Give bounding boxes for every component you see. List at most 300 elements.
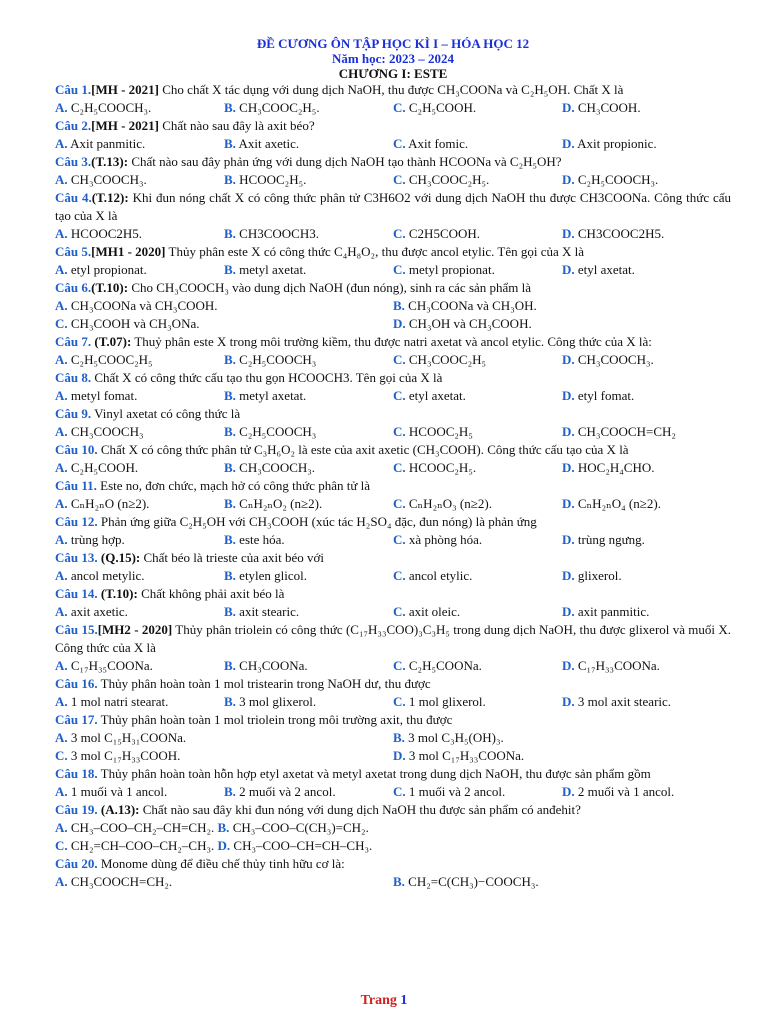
option-letter: B. bbox=[224, 172, 236, 187]
option-text: CH₃–COO–CH₂–CH=CH₂. bbox=[67, 820, 218, 835]
option-letter: A. bbox=[55, 136, 68, 151]
answer-option[interactable] bbox=[393, 171, 562, 189]
answer-option[interactable] bbox=[55, 603, 224, 621]
question-text bbox=[55, 765, 731, 783]
question-item bbox=[55, 549, 731, 585]
question-source: (T.10): bbox=[91, 280, 129, 295]
answer-option[interactable] bbox=[393, 747, 731, 765]
answer-option[interactable] bbox=[393, 783, 562, 801]
answer-option[interactable] bbox=[55, 657, 224, 675]
answer-option[interactable] bbox=[393, 297, 731, 315]
option-letter: D. bbox=[562, 100, 575, 115]
option-letter: D. bbox=[562, 568, 575, 583]
answer-option[interactable] bbox=[224, 693, 393, 711]
option-text: CH3COOC2H5. bbox=[574, 226, 665, 241]
question-item bbox=[55, 801, 731, 855]
option-letter: D. bbox=[562, 604, 575, 619]
options-row bbox=[55, 783, 731, 801]
option-text: etyl axetat. bbox=[405, 388, 466, 403]
option-text: CH₃–COO–CH=CH–CH₃. bbox=[230, 838, 373, 853]
question-text bbox=[55, 855, 731, 873]
answer-option[interactable] bbox=[55, 171, 224, 189]
answer-option[interactable] bbox=[393, 423, 562, 441]
question-body: Vinyl axetat có công thức là bbox=[91, 406, 241, 421]
option-letter: C. bbox=[393, 532, 406, 547]
option-letter: A. bbox=[55, 460, 68, 475]
question-item bbox=[55, 855, 731, 891]
options-row bbox=[55, 603, 731, 621]
option-letter: A. bbox=[55, 172, 68, 187]
option-text: C₂H₅COONa. bbox=[405, 658, 482, 673]
option-text: CH₃COOCH=CH₂ bbox=[574, 424, 676, 439]
answer-option[interactable] bbox=[393, 315, 731, 333]
option-letter: A. bbox=[55, 532, 68, 547]
answer-option[interactable] bbox=[393, 387, 562, 405]
option-text: Axit propionic. bbox=[574, 136, 657, 151]
answer-option[interactable] bbox=[55, 693, 224, 711]
answer-option[interactable] bbox=[393, 531, 562, 549]
option-letter: B. bbox=[224, 604, 236, 619]
question-item bbox=[55, 279, 731, 333]
options-row bbox=[55, 873, 731, 891]
question-source: [MH - 2021] bbox=[91, 118, 159, 133]
option-text: axit axetic. bbox=[67, 604, 128, 619]
answer-option[interactable] bbox=[55, 729, 393, 747]
answer-option-pair[interactable] bbox=[55, 819, 731, 837]
question-item bbox=[55, 441, 731, 477]
options-row bbox=[55, 135, 731, 153]
answer-option[interactable] bbox=[393, 657, 562, 675]
question-number: Câu 5. bbox=[55, 244, 92, 259]
question-number: Câu 6. bbox=[55, 280, 92, 295]
answer-option[interactable] bbox=[55, 297, 393, 315]
answer-option[interactable] bbox=[562, 495, 731, 513]
answer-option[interactable] bbox=[224, 423, 393, 441]
question-item bbox=[55, 513, 731, 549]
question-text bbox=[55, 153, 731, 171]
question-body: Chất nào sau đây phản ứng với dung dịch NaOH tạo thành HCOONa và C₂H₅OH? bbox=[128, 154, 562, 169]
option-letter: C. bbox=[393, 604, 406, 619]
options-row bbox=[55, 531, 731, 549]
option-letter: C. bbox=[393, 784, 406, 799]
answer-option[interactable] bbox=[393, 495, 562, 513]
question-source: (T.10): bbox=[97, 586, 138, 601]
answer-option[interactable] bbox=[224, 135, 393, 153]
option-text: C₂H₅COOCH₃ bbox=[235, 424, 317, 439]
option-text: xà phòng hóa. bbox=[405, 532, 483, 547]
options-row bbox=[55, 747, 731, 765]
answer-option[interactable] bbox=[224, 783, 393, 801]
option-text: CH₃COOH. bbox=[574, 100, 641, 115]
answer-option[interactable] bbox=[224, 261, 393, 279]
question-text bbox=[55, 369, 731, 387]
question-body: Chất béo là trieste của axit béo với bbox=[140, 550, 324, 565]
option-letter: A. bbox=[55, 262, 68, 277]
options-row bbox=[55, 225, 731, 243]
option-letter: A. bbox=[55, 694, 68, 709]
option-letter: B. bbox=[224, 532, 236, 547]
answer-option[interactable] bbox=[55, 459, 224, 477]
answer-option[interactable] bbox=[55, 531, 224, 549]
question-body: Thủy phân este X có công thức C₄H₈O₂, thu được ancol etylic. Tên gọi của X là bbox=[165, 244, 585, 259]
question-text bbox=[55, 333, 731, 351]
question-source: [MH - 2021] bbox=[91, 82, 159, 97]
question-text bbox=[55, 513, 731, 531]
options-row bbox=[55, 261, 731, 279]
option-text: C₂H₅COOH. bbox=[67, 460, 139, 475]
question-number: Câu 15. bbox=[55, 622, 98, 637]
question-source: [MH1 - 2020] bbox=[91, 244, 166, 259]
answer-option[interactable] bbox=[562, 351, 731, 369]
option-text: metyl fomat. bbox=[67, 388, 138, 403]
option-letter: C. bbox=[393, 226, 406, 241]
option-letter: C. bbox=[393, 172, 406, 187]
answer-option[interactable] bbox=[393, 459, 562, 477]
option-letter: D. bbox=[562, 136, 575, 151]
question-item bbox=[55, 333, 731, 369]
answer-option[interactable] bbox=[562, 693, 731, 711]
option-text: CH₃COOCH₃. bbox=[235, 460, 316, 475]
option-text: C₂H₅COOCH₃ bbox=[235, 352, 317, 367]
option-text: etylen glicol. bbox=[235, 568, 308, 583]
option-text: HOC₂H₄CHO. bbox=[574, 460, 655, 475]
option-letter: C. bbox=[393, 136, 406, 151]
answer-option[interactable] bbox=[55, 423, 224, 441]
option-letter: B. bbox=[224, 658, 236, 673]
option-text: axit oleic. bbox=[405, 604, 461, 619]
answer-option[interactable] bbox=[55, 567, 224, 585]
question-item bbox=[55, 765, 731, 801]
question-number: Câu 18. bbox=[55, 766, 98, 781]
option-text: metyl propionat. bbox=[405, 262, 495, 277]
option-letter: B. bbox=[224, 100, 236, 115]
question-item bbox=[55, 405, 731, 441]
option-text: 3 mol glixerol. bbox=[235, 694, 317, 709]
answer-option[interactable] bbox=[393, 603, 562, 621]
question-text bbox=[55, 711, 731, 729]
question-text bbox=[55, 189, 731, 225]
question-body: Phản ứng giữa C₂H₅OH với CH₃COOH (xúc tác H₂SO₄ đặc, đun nóng) là phản ứng bbox=[97, 514, 537, 529]
answer-option[interactable] bbox=[562, 783, 731, 801]
answer-option[interactable] bbox=[562, 531, 731, 549]
answer-option[interactable] bbox=[55, 873, 393, 891]
question-body: Chất không phải axit béo là bbox=[137, 586, 285, 601]
question-text bbox=[55, 405, 731, 423]
question-number: Câu 9. bbox=[55, 406, 92, 421]
option-text: C₂H₅COOH. bbox=[405, 100, 477, 115]
option-letter: A. bbox=[55, 874, 68, 889]
option-letter: B. bbox=[393, 730, 405, 745]
option-letter: B. bbox=[224, 568, 236, 583]
chapter-title: CHƯƠNG I: ESTE bbox=[338, 66, 448, 81]
question-list bbox=[55, 81, 731, 891]
option-letter: A. bbox=[55, 568, 68, 583]
option-letter: B. bbox=[224, 352, 236, 367]
question-item bbox=[55, 711, 731, 765]
question-item bbox=[55, 621, 731, 675]
option-text: CH₂=CH–COO–CH₂–CH₃. bbox=[67, 838, 218, 853]
option-text: 1 mol natri stearat. bbox=[67, 694, 169, 709]
answer-option[interactable] bbox=[562, 135, 731, 153]
question-number: Câu 19. bbox=[55, 802, 98, 817]
question-item bbox=[55, 477, 731, 513]
option-letter: A. bbox=[55, 730, 68, 745]
answer-option[interactable] bbox=[562, 261, 731, 279]
question-body: Thủy phân hoàn toàn hỗn hợp etyl axetat và metyl axetat trong dung dịch NaOH, thu được sản phẩm gồm bbox=[97, 766, 651, 781]
answer-option[interactable] bbox=[393, 351, 562, 369]
option-text: metyl axetat. bbox=[235, 262, 307, 277]
option-letter: C. bbox=[393, 694, 406, 709]
answer-option[interactable] bbox=[55, 99, 224, 117]
option-letter: C. bbox=[393, 568, 406, 583]
question-text bbox=[55, 243, 731, 261]
page-number: 1 bbox=[400, 993, 408, 1008]
question-text bbox=[55, 675, 731, 693]
answer-option-pair[interactable] bbox=[55, 837, 731, 855]
option-letter: B. bbox=[393, 874, 405, 889]
option-text: CH₃COOH và CH₃ONa. bbox=[67, 316, 200, 331]
page-footer bbox=[0, 993, 768, 1009]
options-row bbox=[55, 729, 731, 747]
option-letter: C. bbox=[393, 424, 406, 439]
answer-option[interactable] bbox=[393, 693, 562, 711]
option-letter: A. bbox=[55, 298, 68, 313]
answer-option[interactable] bbox=[562, 225, 731, 243]
answer-option[interactable] bbox=[224, 531, 393, 549]
answer-option[interactable] bbox=[562, 423, 731, 441]
option-text: 2 muối và 2 ancol. bbox=[235, 784, 336, 799]
answer-option[interactable] bbox=[393, 873, 731, 891]
option-letter: C. bbox=[55, 748, 68, 763]
answer-option[interactable] bbox=[393, 135, 562, 153]
question-text bbox=[55, 441, 731, 459]
question-number: Câu 10. bbox=[55, 442, 98, 457]
option-text: ancol etylic. bbox=[405, 568, 473, 583]
option-text: trùng ngưng. bbox=[574, 532, 645, 547]
options-row bbox=[55, 657, 731, 675]
option-letter: A. bbox=[55, 388, 68, 403]
question-text bbox=[55, 477, 731, 495]
option-text: C₁₇H₃₅COONa. bbox=[67, 658, 153, 673]
question-item bbox=[55, 153, 731, 189]
option-letter: C. bbox=[393, 262, 406, 277]
answer-option[interactable] bbox=[224, 657, 393, 675]
option-text: CH₃COOCH₃ bbox=[67, 424, 144, 439]
option-text: CₙH₂ₙO₄ (n≥2). bbox=[574, 496, 661, 511]
option-text: CH₃OH và CH₃COOH. bbox=[405, 316, 532, 331]
question-source: (Q.15): bbox=[97, 550, 141, 565]
answer-option[interactable] bbox=[224, 387, 393, 405]
option-text: 1 muối và 2 ancol. bbox=[405, 784, 506, 799]
options-row bbox=[55, 423, 731, 441]
question-text bbox=[55, 801, 731, 819]
option-text: Axit panmitic. bbox=[67, 136, 146, 151]
answer-option[interactable] bbox=[55, 135, 224, 153]
question-number: Câu 17. bbox=[55, 712, 98, 727]
options-row bbox=[55, 567, 731, 585]
options-row bbox=[55, 459, 731, 477]
answer-option[interactable] bbox=[55, 747, 393, 765]
option-text: CₙH₂ₙO₂ (n≥2). bbox=[235, 496, 323, 511]
option-letter: B. bbox=[224, 496, 236, 511]
option-letter: D. bbox=[562, 262, 575, 277]
answer-option[interactable] bbox=[55, 315, 393, 333]
option-text: etyl axetat. bbox=[574, 262, 635, 277]
option-letter: D. bbox=[562, 388, 575, 403]
question-item bbox=[55, 585, 731, 621]
option-text: C2H5COOH. bbox=[405, 226, 481, 241]
option-letter: D. bbox=[393, 748, 406, 763]
options-row bbox=[55, 495, 731, 513]
question-item bbox=[55, 243, 731, 279]
option-letter: A. bbox=[55, 604, 68, 619]
answer-option[interactable] bbox=[393, 567, 562, 585]
answer-option[interactable] bbox=[55, 387, 224, 405]
option-letter: A. bbox=[55, 496, 68, 511]
option-letter: B. bbox=[217, 820, 230, 835]
answer-option[interactable] bbox=[224, 351, 393, 369]
answer-option[interactable] bbox=[393, 261, 562, 279]
option-text: CₙH₂ₙO₃ (n≥2). bbox=[405, 496, 492, 511]
option-text: HCOOC2H5. bbox=[67, 226, 143, 241]
question-text bbox=[55, 585, 731, 603]
answer-option[interactable] bbox=[55, 783, 224, 801]
question-body: Thủy phân hoàn toàn 1 mol triolein trong môi trường axit, thu được bbox=[97, 712, 453, 727]
option-text: 3 mol axit stearic. bbox=[574, 694, 672, 709]
answer-option[interactable] bbox=[562, 603, 731, 621]
option-letter: A. bbox=[55, 424, 68, 439]
option-letter: B. bbox=[224, 784, 236, 799]
answer-option[interactable] bbox=[55, 495, 224, 513]
answer-option[interactable] bbox=[224, 495, 393, 513]
answer-option[interactable] bbox=[55, 351, 224, 369]
answer-option[interactable] bbox=[224, 459, 393, 477]
answer-option[interactable] bbox=[393, 729, 731, 747]
answer-option[interactable] bbox=[562, 387, 731, 405]
option-text: este hóa. bbox=[235, 532, 285, 547]
option-text: 3 mol C₁₇H₃₃COONa. bbox=[405, 748, 525, 763]
question-body: Chất nào sau đây khi đun nóng với dung dịch NaOH thu được sản phẩm có anđehit? bbox=[139, 802, 581, 817]
question-number: Câu 12. bbox=[55, 514, 98, 529]
option-letter: D. bbox=[562, 172, 575, 187]
question-body: Monome dùng để điều chế thủy tinh hữu cơ là: bbox=[97, 856, 345, 871]
options-row bbox=[55, 693, 731, 711]
question-body: Cho CH₃COOCH₃ vào dung dịch NaOH (đun nóng), sinh ra các sản phẩm là bbox=[128, 280, 532, 295]
option-letter: D. bbox=[562, 352, 575, 367]
answer-option[interactable] bbox=[562, 459, 731, 477]
option-text: CH₃COONa. bbox=[235, 658, 308, 673]
option-letter: D. bbox=[562, 694, 575, 709]
answer-option[interactable] bbox=[224, 99, 393, 117]
options-row bbox=[55, 387, 731, 405]
document-page bbox=[55, 36, 731, 891]
option-text: etyl fomat. bbox=[574, 388, 635, 403]
option-letter: D. bbox=[217, 838, 231, 853]
option-letter: D. bbox=[562, 658, 575, 673]
question-text bbox=[55, 549, 731, 567]
answer-option[interactable] bbox=[224, 603, 393, 621]
option-text: CH₃COOC₂H₅. bbox=[235, 100, 320, 115]
options-row bbox=[55, 315, 731, 333]
question-item bbox=[55, 675, 731, 711]
option-letter: B. bbox=[224, 262, 236, 277]
question-body: Thủy phân triolein có công thức (C₁₇H₃₃COO)₃C₃H₅ trong dung dịch NaOH, thu được glixerol và muối X. Công thức của X là bbox=[55, 622, 731, 655]
option-text: CH₃COOCH₃. bbox=[67, 172, 147, 187]
option-text: C₂H₅COOCH₃. bbox=[67, 100, 152, 115]
option-letter: C. bbox=[55, 316, 68, 331]
option-text: CH₃COONa và CH₃OH. bbox=[404, 298, 537, 313]
option-text: CH₂=C(CH₃)−COOCH₃. bbox=[404, 874, 539, 889]
question-text bbox=[55, 117, 731, 135]
question-source: (A.13): bbox=[97, 802, 140, 817]
answer-option[interactable] bbox=[224, 567, 393, 585]
answer-option[interactable] bbox=[393, 225, 562, 243]
answer-option[interactable] bbox=[393, 99, 562, 117]
option-text: CH₃COOCH=CH₂. bbox=[67, 874, 173, 889]
option-text: 1 muối và 1 ancol. bbox=[67, 784, 168, 799]
answer-option[interactable] bbox=[562, 99, 731, 117]
question-item bbox=[55, 81, 731, 117]
option-text: CₙH₂ₙO (n≥2). bbox=[67, 496, 150, 511]
option-text: CH₃COOCH₃. bbox=[574, 352, 654, 367]
option-text: Axit axetic. bbox=[235, 136, 300, 151]
option-text: metyl axetat. bbox=[235, 388, 307, 403]
option-letter: A. bbox=[55, 226, 68, 241]
answer-option[interactable] bbox=[55, 261, 224, 279]
question-source: (T.12): bbox=[91, 190, 129, 205]
options-row bbox=[55, 837, 731, 855]
question-number: Câu 8. bbox=[55, 370, 92, 385]
option-letter: D. bbox=[562, 226, 575, 241]
option-text: C₂H₅COOC₂H₅ bbox=[67, 352, 153, 367]
question-item bbox=[55, 189, 731, 243]
answer-option[interactable] bbox=[55, 225, 224, 243]
question-item bbox=[55, 369, 731, 405]
option-letter: C. bbox=[55, 838, 68, 853]
question-body: Chất nào sau đây là axit béo? bbox=[159, 118, 315, 133]
options-row bbox=[55, 297, 731, 315]
question-number: Câu 2. bbox=[55, 118, 92, 133]
answer-option[interactable] bbox=[224, 225, 393, 243]
question-body: Khi đun nóng chất X có công thức phân tử C3H6O2 với dung dịch NaOH thu được CH3COONa. Công thức cấu tạo của X là bbox=[55, 190, 731, 223]
option-text: CH₃COOC₂H₅. bbox=[405, 172, 490, 187]
answer-option[interactable] bbox=[562, 657, 731, 675]
option-text: 2 muối và 1 ancol. bbox=[574, 784, 675, 799]
page-label: Trang bbox=[360, 993, 401, 1008]
question-number: Câu 3. bbox=[55, 154, 92, 169]
question-number: Câu 14. bbox=[55, 586, 98, 601]
option-text: 3 mol C₁₇H₃₃COOH. bbox=[67, 748, 181, 763]
answer-option[interactable] bbox=[562, 567, 731, 585]
options-row bbox=[55, 351, 731, 369]
option-letter: B. bbox=[224, 460, 236, 475]
option-text: axit stearic. bbox=[235, 604, 300, 619]
option-letter: A. bbox=[55, 352, 68, 367]
question-body: Chất X có công thức phân tử C₃H₆O₂ là este của axit axetic (CH₃COOH). Công thức cấu tạo của X là bbox=[97, 442, 629, 457]
option-letter: C. bbox=[393, 388, 406, 403]
option-letter: C. bbox=[393, 496, 406, 511]
question-number: Câu 7. bbox=[55, 334, 92, 349]
answer-option[interactable] bbox=[562, 171, 731, 189]
question-number: Câu 20. bbox=[55, 856, 98, 871]
option-text: CH₃COONa và CH₃COOH. bbox=[67, 298, 218, 313]
option-letter: D. bbox=[562, 424, 575, 439]
options-row bbox=[55, 819, 731, 837]
option-letter: A. bbox=[55, 100, 68, 115]
answer-option[interactable] bbox=[224, 171, 393, 189]
options-row bbox=[55, 171, 731, 189]
question-number: Câu 11. bbox=[55, 478, 97, 493]
